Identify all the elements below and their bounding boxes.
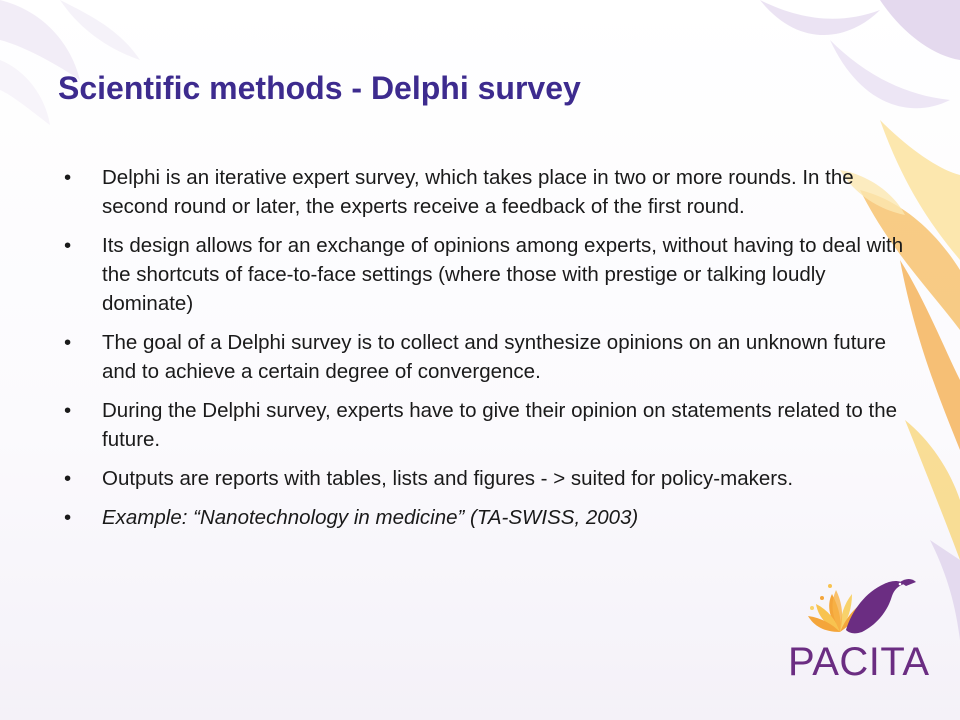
bullet-marker: • xyxy=(64,399,72,422)
bullet-list xyxy=(60,163,922,542)
bullet-marker: • xyxy=(64,166,72,189)
petal-lavender-topright-3 xyxy=(830,40,950,108)
bullet-text: The goal of a Delphi survey is to collect and synthesize opinions on an unknown future and to achieve a certain degree of convergence. xyxy=(102,331,887,383)
slide-title: Scientific methods - Delphi survey xyxy=(58,70,581,106)
bullet-item-example xyxy=(60,503,922,532)
bullet-item xyxy=(60,396,922,454)
bullet-text: Delphi is an iterative expert survey, which takes place in two or more rounds. In the second round or later, the experts receive a feedback of the first round. xyxy=(102,166,854,218)
bullet-item xyxy=(60,464,922,493)
petal-lavender-right-1 xyxy=(930,540,960,640)
bullet-marker: • xyxy=(64,234,72,257)
bullet-item xyxy=(60,328,922,386)
bullet-item xyxy=(60,231,922,318)
petal-lavender-topright-1 xyxy=(760,0,880,35)
bullet-marker: • xyxy=(64,331,72,354)
petal-lavender-topright-2 xyxy=(880,0,960,60)
bird-petal-logo-icon xyxy=(782,570,932,648)
bullet-text: Its design allows for an exchange of opinions among experts, without having to deal with the shortcuts of face-to-face settings (where those with prestige or talking loudly dominate) xyxy=(102,234,904,315)
bullet-item xyxy=(60,163,922,221)
bullet-marker: • xyxy=(64,506,72,529)
pacita-logo xyxy=(782,570,932,690)
bullet-text: Outputs are reports with tables, lists and figures - > suited for policy-makers. xyxy=(102,467,794,490)
petal-lavender-topleft-3 xyxy=(0,60,50,125)
bullet-marker: • xyxy=(64,467,72,490)
bullet-text: During the Delphi survey, experts have to give their opinion on statements related to the future. xyxy=(102,399,898,451)
pacita-logo-text: PACITA xyxy=(788,640,930,684)
petal-lavender-topleft-2 xyxy=(60,0,140,60)
bullet-text: Example: “Nanotechnology in medicine” (TA-SWISS, 2003) xyxy=(102,506,639,529)
